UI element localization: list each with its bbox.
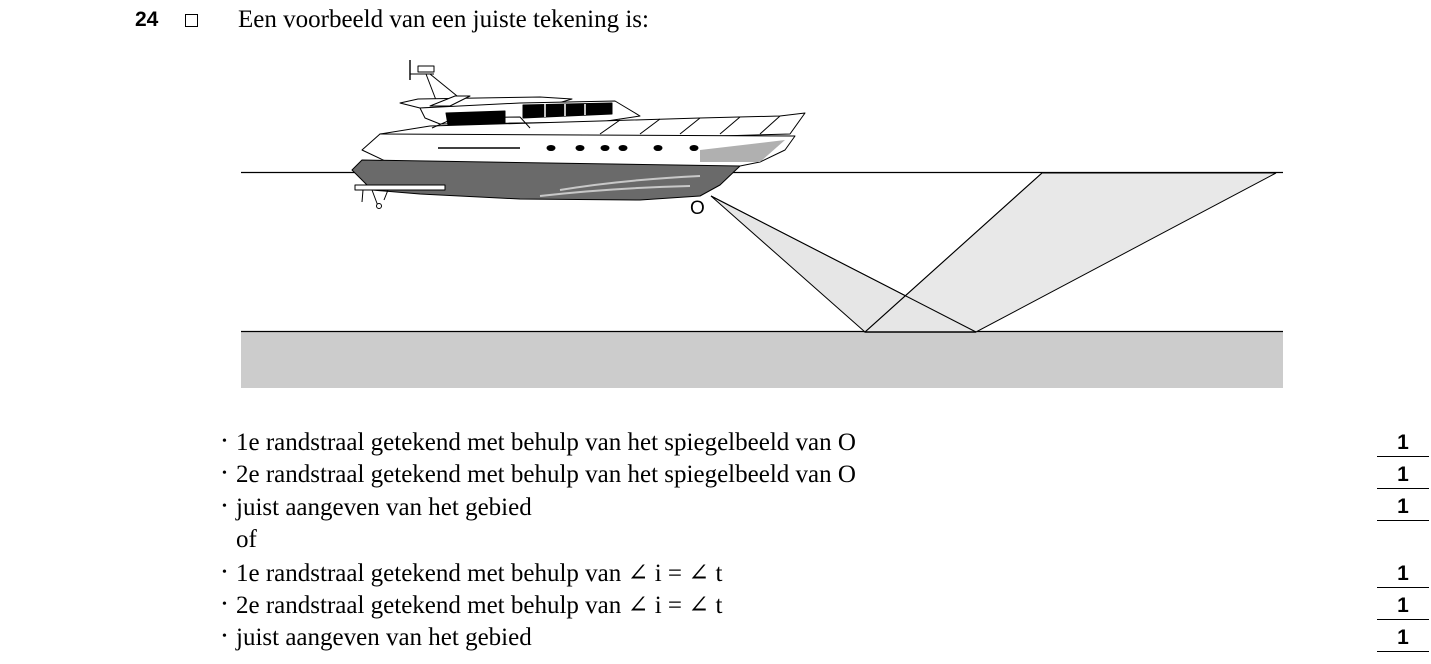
criterion-text: juist aangeven van het gebied (236, 494, 532, 521)
criterion-6: • juist aangeven van het gebied (222, 624, 532, 651)
criterion-1: • 1e randstraal getekend met behulp van het spiegelbeeld van O (222, 429, 856, 456)
criterion-text: 2e randstraal getekend met behulp van ∠ i = ∠ t (236, 592, 723, 619)
criterion-3: • juist aangeven van het gebied (222, 494, 532, 521)
score-criterion-3: 1 (1377, 493, 1429, 521)
point-o-label: O (690, 198, 705, 219)
score-criterion-4: 1 (1377, 560, 1429, 588)
score-criterion-2: 1 (1377, 461, 1429, 489)
criterion-4: • 1e randstraal getekend met behulp van ∠ i = ∠ t (222, 560, 723, 587)
criterion-text: 2e randstraal getekend met behulp van het spiegelbeeld van O (236, 461, 856, 488)
question-intro: Een voorbeeld van een juiste tekening is: (238, 6, 649, 33)
criterion-text: juist aangeven van het gebied (236, 624, 532, 651)
score-criterion-5: 1 (1377, 592, 1429, 620)
criterion-text: 1e randstraal getekend met behulp van ∠ i = ∠ t (236, 560, 723, 587)
or-label: of (236, 526, 257, 553)
question-number: 24 (135, 8, 159, 31)
criterion-2: • 2e randstraal getekend met behulp van het spiegelbeeld van O (222, 461, 856, 488)
seabed (241, 332, 1283, 388)
alternative-separator (222, 524, 257, 556)
score-criterion-6: 1 (1377, 624, 1429, 652)
boat (352, 60, 805, 209)
score-criterion-1: 1 (1377, 429, 1429, 457)
criterion-text: 1e randstraal getekend met behulp van het spiegelbeeld van O (236, 429, 856, 456)
reflected-beam (865, 173, 1276, 332)
criterion-5: • 2e randstraal getekend met behulp van ∠ i = ∠ t (222, 592, 723, 619)
